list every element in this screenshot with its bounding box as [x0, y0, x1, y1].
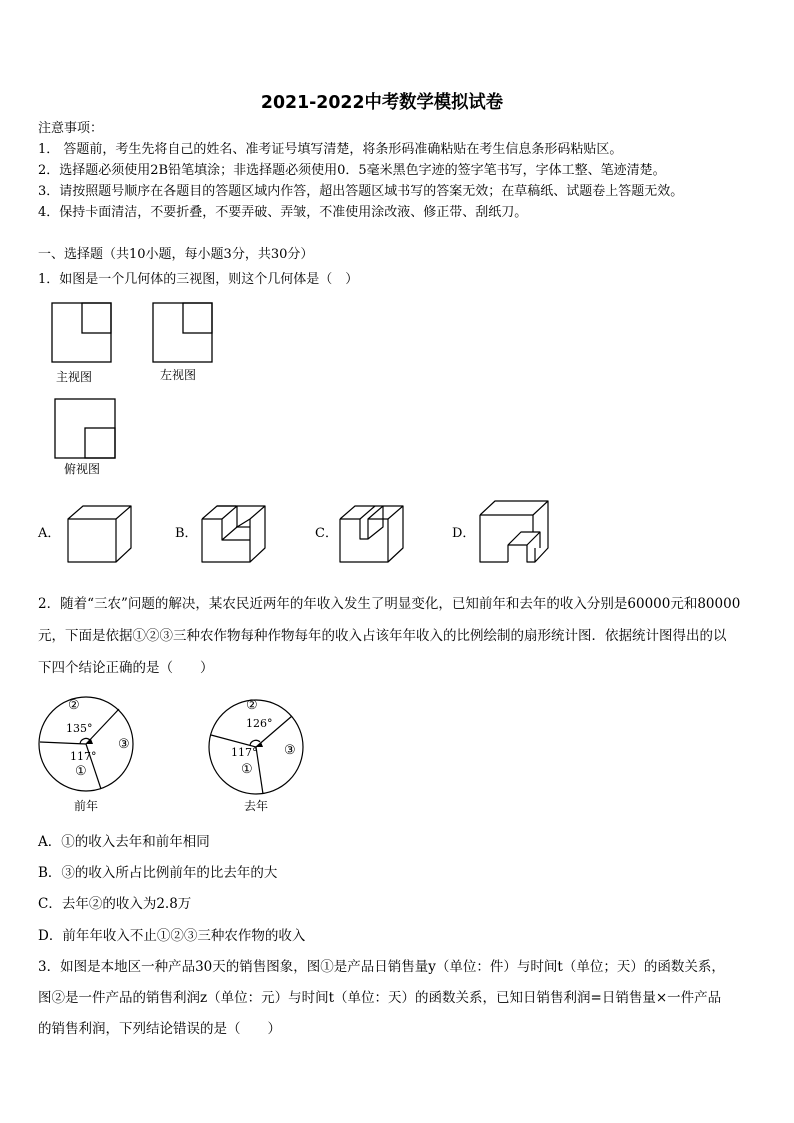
q3-line-2: 图②是一件产品的销售利润z（单位：元）与时间t（单位：天）的函数关系，已知日销售利润=日销售量×一件产品: [38, 990, 722, 1006]
q1-option-a-label: A．: [38, 526, 61, 541]
pie2-label-3: ③: [284, 743, 296, 758]
notice-item-1: 1． 答题前，考生先将自己的姓名、准考证号填写清楚，将条形码准确粘贴在考生信息条形码粘贴区。: [38, 142, 623, 157]
q1-option-b-label: B．: [175, 526, 198, 541]
pie2-label-2: ②: [246, 698, 258, 713]
view-caption-front: 主视图: [56, 370, 93, 384]
page-title: 2021-2022中考数学模拟试卷: [260, 92, 504, 113]
notice-item-3: 3．请按照题号顺序在各题目的答题区域内作答，超出答题区域书写的答案无效；在草稿纸、试题卷上答题无效。: [38, 184, 684, 199]
q2-option-d: D．前年年收入不止①②③三种农作物的收入: [38, 928, 306, 944]
q1-stem: 1．如图是一个几何体的三视图，则这个几何体是（ ）: [38, 272, 359, 287]
q2-option-c: C．去年②的收入为2.8万: [38, 896, 192, 912]
q2-option-a: A．①的收入去年和前年相同: [38, 834, 210, 850]
q2-line-3: 下四个结论正确的是（ ）: [38, 660, 214, 676]
pie1-label-1: ①: [75, 764, 87, 779]
pie1-angle-1: 117°: [70, 750, 97, 763]
notice-heading: 注意事项：: [38, 121, 104, 136]
pie1-label-3: ③: [118, 737, 130, 752]
notice-item-2: 2．选择题必须使用2B铅笔填涂；非选择题必须使用0．5毫米黑色字迹的签字笔书写，字体工整、笔迹清楚。: [38, 163, 666, 178]
pie2-label-1: ①: [241, 762, 253, 777]
q2-line-2: 元，下面是依据①②③三种农作物每种作物每年的收入占该年年收入的比例绘制的扇形统计图．依据统计图得出的以: [38, 628, 727, 644]
q1-option-d-label: D．: [452, 526, 476, 541]
view-caption-top: 俯视图: [64, 462, 101, 476]
q3-line-1: 3．如图是本地区一种产品30天的销售图象，图①是产品日销售量y（单位：件）与时间t（单位；天）的函数关系，: [38, 959, 725, 975]
section-heading: 一、选择题（共10小题，每小题3分，共30分）: [38, 247, 314, 262]
pie2-caption: 去年: [244, 799, 269, 813]
pie2-angle-2: 126°: [246, 717, 273, 730]
q1-option-c-label: C．: [315, 526, 338, 541]
view-caption-left: 左视图: [160, 368, 197, 382]
q3-line-3: 的销售利润，下列结论错误的是（ ）: [38, 1021, 281, 1037]
q2-option-b: B．③的收入所占比例前年的比去年的大: [38, 865, 278, 881]
q2-line-1: 2．随着“三农”问题的解决，某农民近两年的年收入发生了明显变化，已知前年和去年的收入分别是60000元和80000: [38, 596, 741, 612]
pie1-label-2: ②: [68, 698, 80, 713]
notice-item-4: 4．保持卡面清洁，不要折叠，不要弄破、弄皱，不准使用涂改液、修正带、刮纸刀。: [38, 205, 528, 220]
pie2-angle-1: 117°: [231, 746, 258, 759]
pie1-divider-a: [40, 742, 86, 744]
pie1-angle-2: 135°: [66, 722, 93, 735]
pie1-caption: 前年: [74, 799, 99, 813]
